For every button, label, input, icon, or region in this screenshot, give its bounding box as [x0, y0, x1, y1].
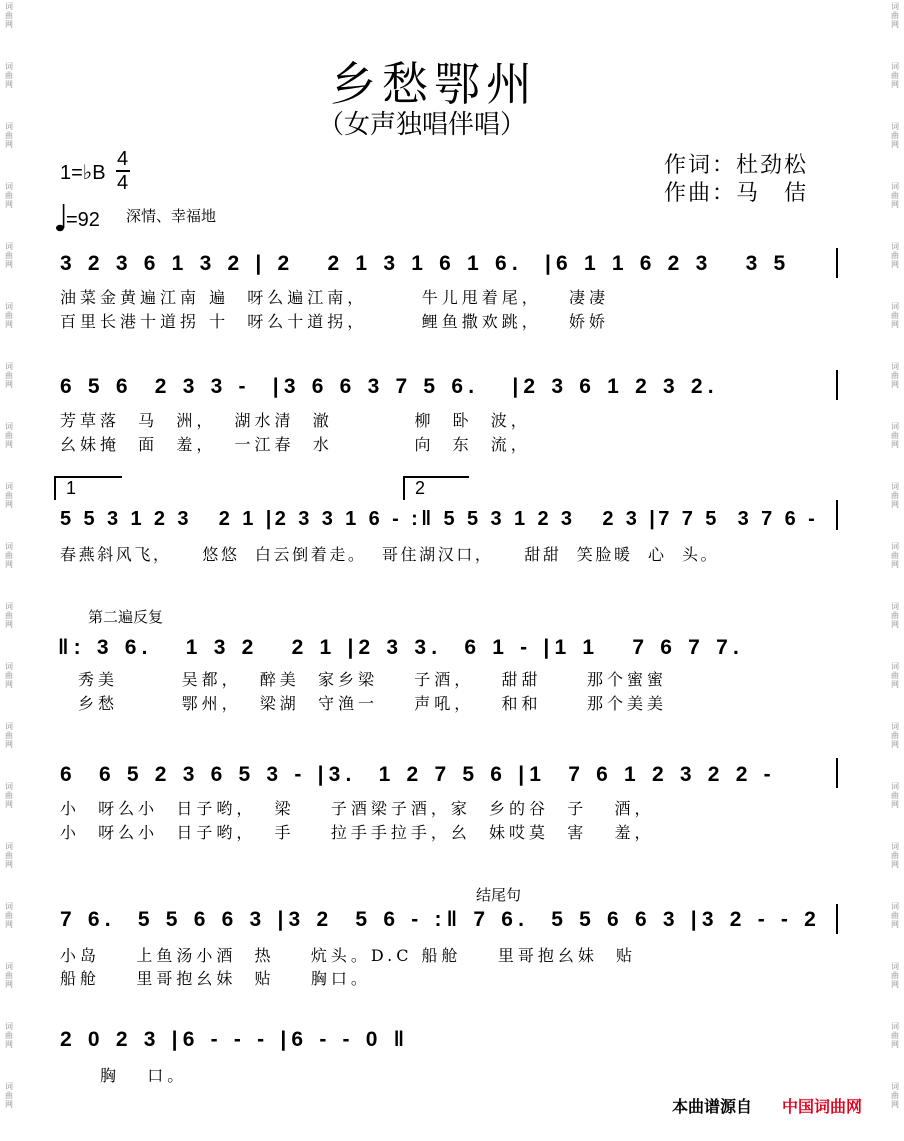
notation-row-1: 3 2 3 6 1 3 2 | 2 2 1 3 1 6 1 6. |6 1 1 6 2 3 3 5	[60, 252, 791, 275]
lyric-row-7: 胸 口。	[100, 1066, 188, 1085]
margin-watermark: 词曲网	[5, 1082, 13, 1109]
volta-1-label: 1	[66, 478, 77, 498]
time-signature-top: 4	[117, 148, 129, 170]
barline	[836, 248, 838, 278]
margin-watermark: 词曲网	[5, 1022, 13, 1049]
key-signature: 1=♭B	[60, 162, 106, 184]
margin-watermark: 词曲网	[5, 902, 13, 929]
margin-watermark: 词曲网	[5, 182, 13, 209]
barline	[836, 904, 838, 934]
barline	[836, 500, 838, 530]
margin-watermark: 词曲网	[891, 542, 899, 569]
margin-watermark: 词曲网	[5, 962, 13, 989]
ending-phrase-marker: 结尾句	[476, 886, 522, 904]
lyric-row-2-verse-2: 幺妹掩 面 羞， 一江春 水 向 东 流，	[60, 435, 531, 454]
margin-watermark: 词曲网	[891, 2, 899, 29]
margin-watermark: 词曲网	[5, 482, 13, 509]
time-signature-bottom: 4	[117, 172, 129, 194]
margin-watermark: 词曲网	[891, 842, 899, 869]
notation-row-4: ‖: 3 6. 1 3 2 2 1 |2 3 3. 6 1 - |1 1 7 6 7 7.	[58, 636, 745, 659]
volta-bracket-2	[403, 476, 469, 500]
source-label: 本曲谱源自	[672, 1097, 753, 1116]
margin-watermark: 词曲网	[891, 182, 899, 209]
second-repeat-marker: 第二遍反复	[88, 608, 164, 626]
margin-watermark: 词曲网	[891, 122, 899, 149]
margin-watermark: 词曲网	[891, 962, 899, 989]
margin-watermark: 词曲网	[5, 602, 13, 629]
margin-watermark: 词曲网	[891, 902, 899, 929]
lyric-row-1-verse-2: 百里长港十道拐 十 呀么十道拐， 鲤鱼撒欢跳， 娇娇	[60, 312, 610, 331]
margin-watermark: 词曲网	[891, 482, 899, 509]
barline	[836, 758, 838, 788]
lyric-row-5-verse-2: 小 呀么小 日子哟， 手 拉手手拉手，幺 妹哎莫 害 羞，	[60, 823, 655, 842]
margin-watermark: 词曲网	[891, 62, 899, 89]
margin-watermark: 词曲网	[5, 62, 13, 89]
margin-watermark: 词曲网	[5, 662, 13, 689]
expression-marking: 深情、幸福地	[126, 207, 217, 225]
lyric-row-2-verse-1: 芳草落 马 洲， 湖水清 澈 柳 卧 波，	[60, 411, 531, 430]
margin-watermark: 词曲网	[5, 422, 13, 449]
notation-row-6: 7 6. 5 5 6 6 3 |3 2 5 6 - :‖ 7 6. 5 5 6 6 3 |3 2 - - 2	[60, 908, 822, 931]
margin-watermark: 词曲网	[5, 2, 13, 29]
margin-watermark: 词曲网	[891, 242, 899, 269]
margin-watermark: 词曲网	[891, 722, 899, 749]
margin-watermark: 词曲网	[5, 362, 13, 389]
margin-watermark: 词曲网	[891, 1022, 899, 1049]
margin-watermark: 词曲网	[5, 722, 13, 749]
volta-2-label: 2	[415, 478, 426, 498]
composer-credit: 作曲：马 佶	[664, 181, 809, 206]
song-subtitle: （女声独唱伴唱）	[318, 110, 527, 140]
margin-watermark: 词曲网	[891, 422, 899, 449]
margin-watermark: 词曲网	[891, 1082, 899, 1109]
margin-watermark: 词曲网	[5, 842, 13, 869]
margin-watermark: 词曲网	[891, 602, 899, 629]
lyric-row-4-verse-2: 乡愁 鄂州， 梁湖 守渔一 声吼， 和和 那个美美	[78, 694, 667, 713]
quarter-note-icon	[56, 202, 66, 232]
notation-row-5: 6 6 5 2 3 6 5 3 - |3. 1 2 7 5 6 |1 7 6 1 2 3 2 2 -	[60, 763, 776, 786]
margin-watermark: 词曲网	[891, 362, 899, 389]
lyric-row-1-verse-1: 油菜金黄遍江南 遍 呀么遍江南， 牛儿甩着尾， 凄凄	[60, 288, 610, 307]
margin-watermark: 词曲网	[891, 782, 899, 809]
margin-watermark: 词曲网	[891, 302, 899, 329]
margin-watermark: 词曲网	[5, 242, 13, 269]
volta-bracket-1	[54, 476, 122, 500]
lyricist-credit: 作词：杜劲松	[664, 153, 809, 178]
margin-watermark: 词曲网	[891, 662, 899, 689]
lyric-row-3: 春燕斜风飞， 悠悠 白云倒着走。 哥住湖汉口， 甜甜 笑脸暖 心 头。	[60, 545, 720, 564]
margin-watermark: 词曲网	[5, 302, 13, 329]
lyric-row-6-verse-2: 船舱 里哥抱幺妹 贴 胸口。	[60, 969, 371, 988]
source-site-link[interactable]: 中国词曲网	[782, 1097, 863, 1116]
barline	[836, 370, 838, 400]
lyric-row-6-verse-1: 小岛 上鱼汤小酒 热 炕头。D.C 船舱 里哥抱幺妹 贴	[60, 946, 637, 965]
notation-row-2: 6 5 6 2 3 3 - |3 6 6 3 7 5 6. |2 3 6 1 2 3 2.	[60, 375, 719, 398]
notation-row-3: 5 5 3 1 2 3 2 1 |2 3 3 1 6 - :‖ 5 5 3 1 2 3 2 3 |7 7 5 3 7 6 -	[60, 508, 819, 530]
margin-watermark: 词曲网	[5, 122, 13, 149]
margin-watermark: 词曲网	[5, 542, 13, 569]
lyric-row-4-verse-1: 秀美 吴都， 醉美 家乡梁 子酒， 甜甜 那个蜜蜜	[78, 670, 667, 689]
margin-watermark: 词曲网	[5, 782, 13, 809]
song-title: 乡愁鄂州	[330, 57, 538, 111]
lyric-row-5-verse-1: 小 呀么小 日子哟， 梁 子酒梁子酒，家 乡的谷 子 酒，	[60, 799, 655, 818]
tempo-marking: =92	[66, 209, 100, 231]
notation-row-7: 2 0 2 3 |6 - - - |6 - - 0 ‖	[60, 1028, 410, 1051]
